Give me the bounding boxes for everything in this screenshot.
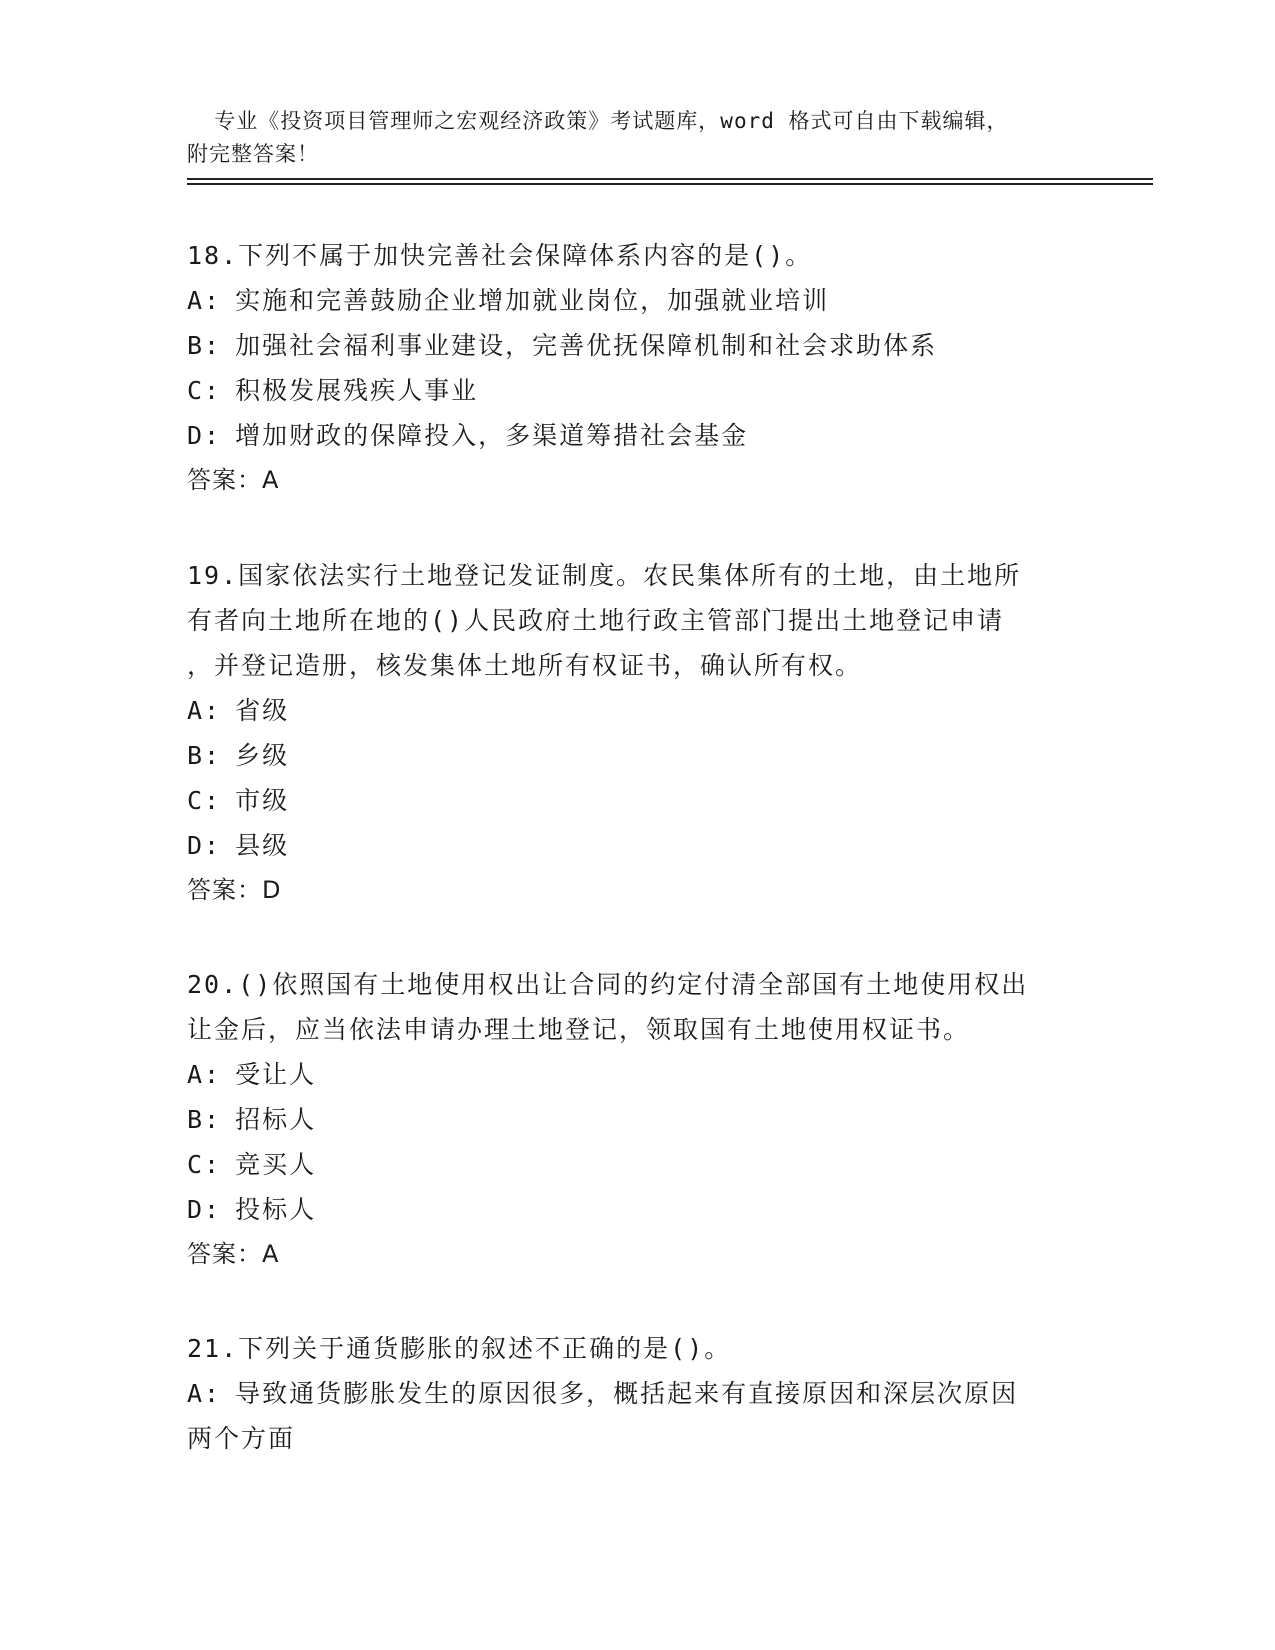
- question-20: [187, 962, 1087, 1277]
- option-text: 竞买人: [235, 1150, 317, 1179]
- option-key: A:: [187, 696, 222, 725]
- option-text: 实施和完善鼓励企业增加就业岗位，加强就业培训: [235, 286, 830, 315]
- option-key: C:: [187, 1150, 222, 1179]
- option-c: [187, 778, 1087, 823]
- answer-line: 答案：A: [187, 466, 280, 494]
- stem-line: ，并登记造册，核发集体土地所有权证书，确认所有权。: [187, 651, 863, 680]
- option-b: [187, 733, 1087, 778]
- question-stem: [187, 962, 1087, 1052]
- header-intro-text: 专业《投资项目管理师之宏观经济政策》考试题库，word 格式可自由下载编辑， 附完整答案！: [187, 109, 1009, 166]
- option-list: [187, 1371, 1087, 1461]
- option-text: 县级: [235, 831, 290, 860]
- option-d: [187, 823, 1087, 868]
- option-key: C:: [187, 786, 222, 815]
- option-key: A:: [187, 1060, 222, 1089]
- option-text: 受让人: [235, 1060, 317, 1089]
- page-header: [187, 72, 1067, 171]
- option-key: D:: [187, 1195, 222, 1224]
- answer-line: 答案：D: [187, 876, 282, 904]
- option-text: 导致通货膨胀发生的原因很多，概括起来有直接原因和深层次原因: [235, 1379, 1019, 1408]
- stem-line: 18.下列不属于加快完善社会保障体系内容的是()。: [187, 241, 813, 270]
- header-divider-bottom: [187, 183, 1153, 185]
- option-d: [187, 413, 1087, 458]
- option-c: [187, 1142, 1087, 1187]
- stem-line: 21.下列关于通货膨胀的叙述不正确的是()。: [187, 1334, 732, 1363]
- option-key: D:: [187, 421, 222, 450]
- option-list: [187, 278, 1087, 458]
- question-stem: [187, 233, 1087, 278]
- stem-line: 19.国家依法实行土地登记发证制度。农民集体所有的土地，由土地所: [187, 561, 1022, 590]
- option-key: A:: [187, 286, 222, 315]
- option-list: [187, 1052, 1087, 1232]
- option-list: [187, 688, 1087, 868]
- question-21: [187, 1326, 1087, 1461]
- option-key: C:: [187, 376, 222, 405]
- option-continuation: 两个方面: [187, 1424, 296, 1453]
- option-key: B:: [187, 331, 222, 360]
- stem-line: 有者向土地所在地的()人民政府土地行政主管部门提出土地登记申请: [187, 606, 1005, 635]
- option-a: [187, 278, 1087, 323]
- option-a: [187, 1052, 1087, 1097]
- option-text: 积极发展残疾人事业: [235, 376, 479, 405]
- option-text: 投标人: [235, 1195, 317, 1224]
- question-stem: [187, 553, 1087, 688]
- option-key: A:: [187, 1379, 222, 1408]
- header-divider-top: [187, 178, 1153, 180]
- stem-line: 让金后，应当依法申请办理土地登记，领取国有土地使用权证书。: [187, 1015, 971, 1044]
- answer-line: 答案：A: [187, 1240, 280, 1268]
- option-a: [187, 688, 1087, 733]
- question-19: [187, 553, 1087, 913]
- option-b: [187, 323, 1087, 368]
- question-stem: [187, 1326, 1087, 1371]
- option-b: [187, 1097, 1087, 1142]
- question-18: [187, 233, 1087, 503]
- option-text: 增加财政的保障投入，多渠道筹措社会基金: [235, 421, 749, 450]
- option-text: 加强社会福利事业建设，完善优抚保障机制和社会求助体系: [235, 331, 938, 360]
- option-text: 省级: [235, 696, 290, 725]
- option-c: [187, 368, 1087, 413]
- stem-line: 20.()依照国有土地使用权出让合同的约定付清全部国有土地使用权出: [187, 970, 1029, 999]
- option-a: [187, 1371, 1087, 1416]
- option-text: 招标人: [235, 1105, 317, 1134]
- option-key: B:: [187, 741, 222, 770]
- option-key: D:: [187, 831, 222, 860]
- option-text: 市级: [235, 786, 290, 815]
- option-key: B:: [187, 1105, 222, 1134]
- option-text: 乡级: [235, 741, 290, 770]
- option-d: [187, 1187, 1087, 1232]
